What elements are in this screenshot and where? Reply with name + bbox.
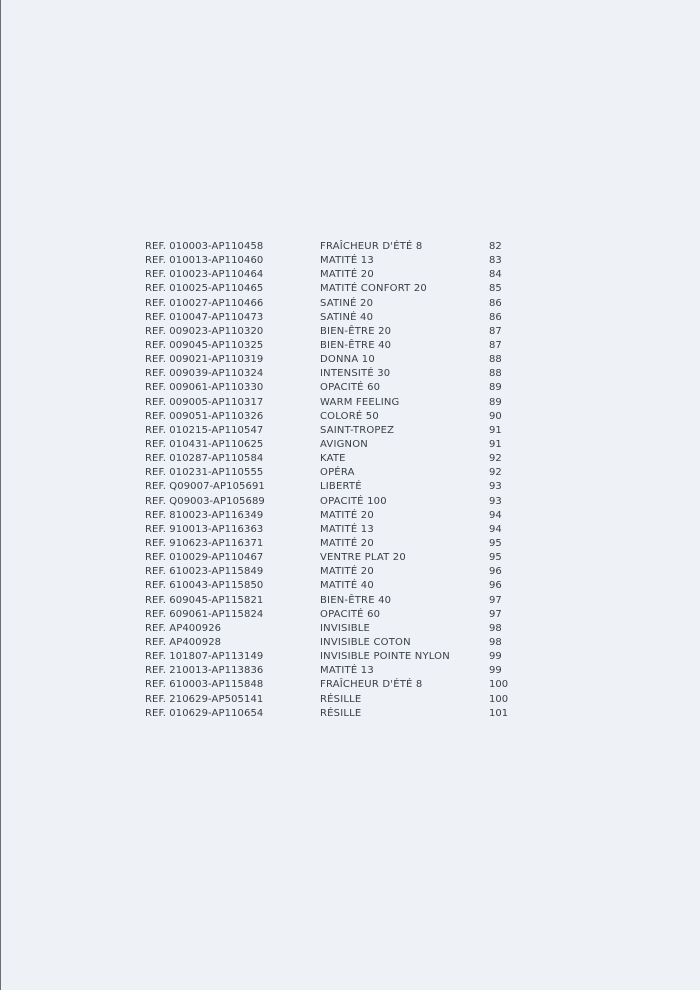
product-name: BIEN-ÊTRE 40 (320, 594, 392, 606)
page-number: 96 (489, 566, 502, 578)
page-number: 95 (489, 552, 502, 564)
reference-code: REF. 010287-AP110584 (145, 453, 264, 465)
page-number: 92 (489, 467, 502, 479)
product-name: MATITÉ CONFORT 20 (320, 283, 427, 295)
index-row (145, 424, 515, 438)
index-row (145, 678, 515, 692)
reference-index-table (145, 240, 515, 721)
page-number: 91 (489, 424, 502, 436)
index-row (145, 523, 515, 537)
reference-code: REF. 010013-AP110460 (145, 255, 264, 267)
index-row (145, 381, 515, 395)
reference-code: REF. 010215-AP110547 (145, 424, 264, 436)
product-name: INVISIBLE COTON (320, 636, 411, 648)
index-row (145, 339, 515, 353)
product-name: AVIGNON (320, 438, 368, 450)
page-number: 98 (489, 636, 502, 648)
product-name: VENTRE PLAT 20 (320, 552, 406, 564)
product-name: FRAÎCHEUR D'ÉTÉ 8 (320, 679, 423, 691)
page-number: 96 (489, 580, 502, 592)
reference-code: REF. 009039-AP110324 (145, 368, 264, 380)
reference-code: REF. 009023-AP110320 (145, 325, 264, 337)
index-row (145, 325, 515, 339)
product-name: COLORÉ 50 (320, 410, 379, 422)
index-row (145, 537, 515, 551)
product-name: KATE (320, 453, 346, 465)
product-name: INVISIBLE (320, 622, 371, 634)
reference-code: REF. 609061-AP115824 (145, 608, 264, 620)
reference-code: REF. Q09007-AP105691 (145, 481, 265, 493)
product-name: MATITÉ 20 (320, 537, 374, 549)
reference-code: REF. 009045-AP110325 (145, 339, 264, 351)
page-number: 93 (489, 481, 502, 493)
index-row (145, 622, 515, 636)
reference-code: REF. 010431-AP110625 (145, 438, 264, 450)
product-name: SAINT-TROPEZ (320, 424, 395, 436)
page-number: 91 (489, 438, 502, 450)
reference-code: REF. 010047-AP110473 (145, 311, 264, 323)
index-row (145, 452, 515, 466)
index-row (145, 509, 515, 523)
product-name: MATITÉ 13 (320, 665, 374, 677)
product-name: MATITÉ 40 (320, 580, 374, 592)
index-row (145, 297, 515, 311)
product-name: INVISIBLE POINTE NYLON (320, 651, 450, 663)
product-name: MATITÉ 20 (320, 566, 374, 578)
page-number: 90 (489, 410, 502, 422)
page-number: 100 (489, 693, 509, 705)
page-number: 82 (489, 241, 502, 252)
reference-code: REF. 910623-AP116371 (145, 537, 264, 549)
index-row (145, 664, 515, 678)
reference-code: REF. 010027-AP110466 (145, 297, 264, 309)
product-name: SATINÉ 40 (320, 311, 374, 323)
page-number: 99 (489, 651, 502, 663)
index-row (145, 268, 515, 282)
reference-code: REF. 010029-AP110467 (145, 552, 264, 564)
product-name: FRAÎCHEUR D'ÉTÉ 8 (320, 241, 423, 252)
reference-code: REF. AP400928 (145, 636, 222, 648)
index-row (145, 551, 515, 565)
page-number: 89 (489, 396, 502, 408)
page-number: 88 (489, 354, 502, 366)
index-row (145, 311, 515, 325)
index-row (145, 254, 515, 268)
index-row (145, 608, 515, 622)
index-row (145, 594, 515, 608)
page-number: 99 (489, 665, 502, 677)
index-row (145, 565, 515, 579)
index-row (145, 353, 515, 367)
page-number: 97 (489, 608, 502, 620)
page-number: 97 (489, 594, 502, 606)
reference-code: REF. 610023-AP115849 (145, 566, 264, 578)
page-number: 94 (489, 509, 502, 521)
reference-code: REF. 009021-AP110319 (145, 354, 264, 366)
page-number: 85 (489, 283, 502, 295)
page-number: 83 (489, 255, 502, 267)
product-name: BIEN-ÊTRE 40 (320, 339, 392, 351)
page-number: 87 (489, 339, 502, 351)
product-name: OPACITÉ 60 (320, 608, 381, 620)
product-name: MATITÉ 13 (320, 523, 374, 535)
page-number: 87 (489, 325, 502, 337)
page-number: 86 (489, 311, 502, 323)
product-name: INTENSITÉ 30 (320, 368, 391, 380)
product-name: LIBERTÉ (320, 481, 362, 493)
product-name: MATITÉ 13 (320, 255, 374, 267)
reference-code: REF. 009005-AP110317 (145, 396, 264, 408)
product-name: RÉSILLE (320, 693, 362, 705)
reference-code: REF. 610043-AP115850 (145, 580, 264, 592)
reference-code: REF. 010025-AP110465 (145, 283, 264, 295)
product-name: WARM FEELING (320, 396, 400, 408)
index-row (145, 495, 515, 509)
reference-code: REF. 101807-AP113149 (145, 651, 264, 663)
product-name: MATITÉ 20 (320, 509, 374, 521)
index-row (145, 410, 515, 424)
reference-code: REF. 210629-AP505141 (145, 693, 264, 705)
page-number: 88 (489, 368, 502, 380)
reference-code: REF. AP400926 (145, 622, 222, 634)
product-name: MATITÉ 20 (320, 269, 374, 281)
reference-code: REF. 010003-AP110458 (145, 241, 264, 252)
reference-code: REF. 010629-AP110654 (145, 707, 264, 719)
product-name: RÉSILLE (320, 707, 362, 719)
product-name: OPACITÉ 60 (320, 382, 381, 394)
reference-code: REF. 210013-AP113836 (145, 665, 264, 677)
reference-code: REF. 010231-AP110555 (145, 467, 264, 479)
reference-code: REF. 009051-AP110326 (145, 410, 264, 422)
page-number: 98 (489, 622, 502, 634)
index-row (145, 282, 515, 296)
index-row (145, 240, 515, 254)
page-number: 101 (489, 707, 509, 719)
index-row (145, 707, 515, 721)
product-name: OPACITÉ 100 (320, 495, 387, 507)
product-name: BIEN-ÊTRE 20 (320, 325, 392, 337)
page-number: 100 (489, 679, 509, 691)
index-row (145, 480, 515, 494)
page-number: 89 (489, 382, 502, 394)
reference-code: REF. 810023-AP116349 (145, 509, 264, 521)
index-row (145, 438, 515, 452)
page-number: 92 (489, 453, 502, 465)
reference-code: REF. Q09003-AP105689 (145, 495, 265, 507)
page-number: 94 (489, 523, 502, 535)
reference-code: REF. 610003-AP115848 (145, 679, 264, 691)
index-row (145, 636, 515, 650)
reference-code: REF. 010023-AP110464 (145, 269, 264, 281)
index-row (145, 466, 515, 480)
product-name: DONNA 10 (320, 354, 375, 366)
index-row (145, 650, 515, 664)
reference-code: REF. 009061-AP110330 (145, 382, 264, 394)
index-row (145, 579, 515, 593)
page-number: 84 (489, 269, 502, 281)
page-number: 93 (489, 495, 502, 507)
index-row (145, 367, 515, 381)
index-row (145, 693, 515, 707)
page-number: 95 (489, 537, 502, 549)
reference-code: REF. 910013-AP116363 (145, 523, 264, 535)
product-name: OPÉRA (320, 467, 355, 479)
index-row (145, 396, 515, 410)
product-name: SATINÉ 20 (320, 297, 374, 309)
page-number: 86 (489, 297, 502, 309)
reference-code: REF. 609045-AP115821 (145, 594, 264, 606)
